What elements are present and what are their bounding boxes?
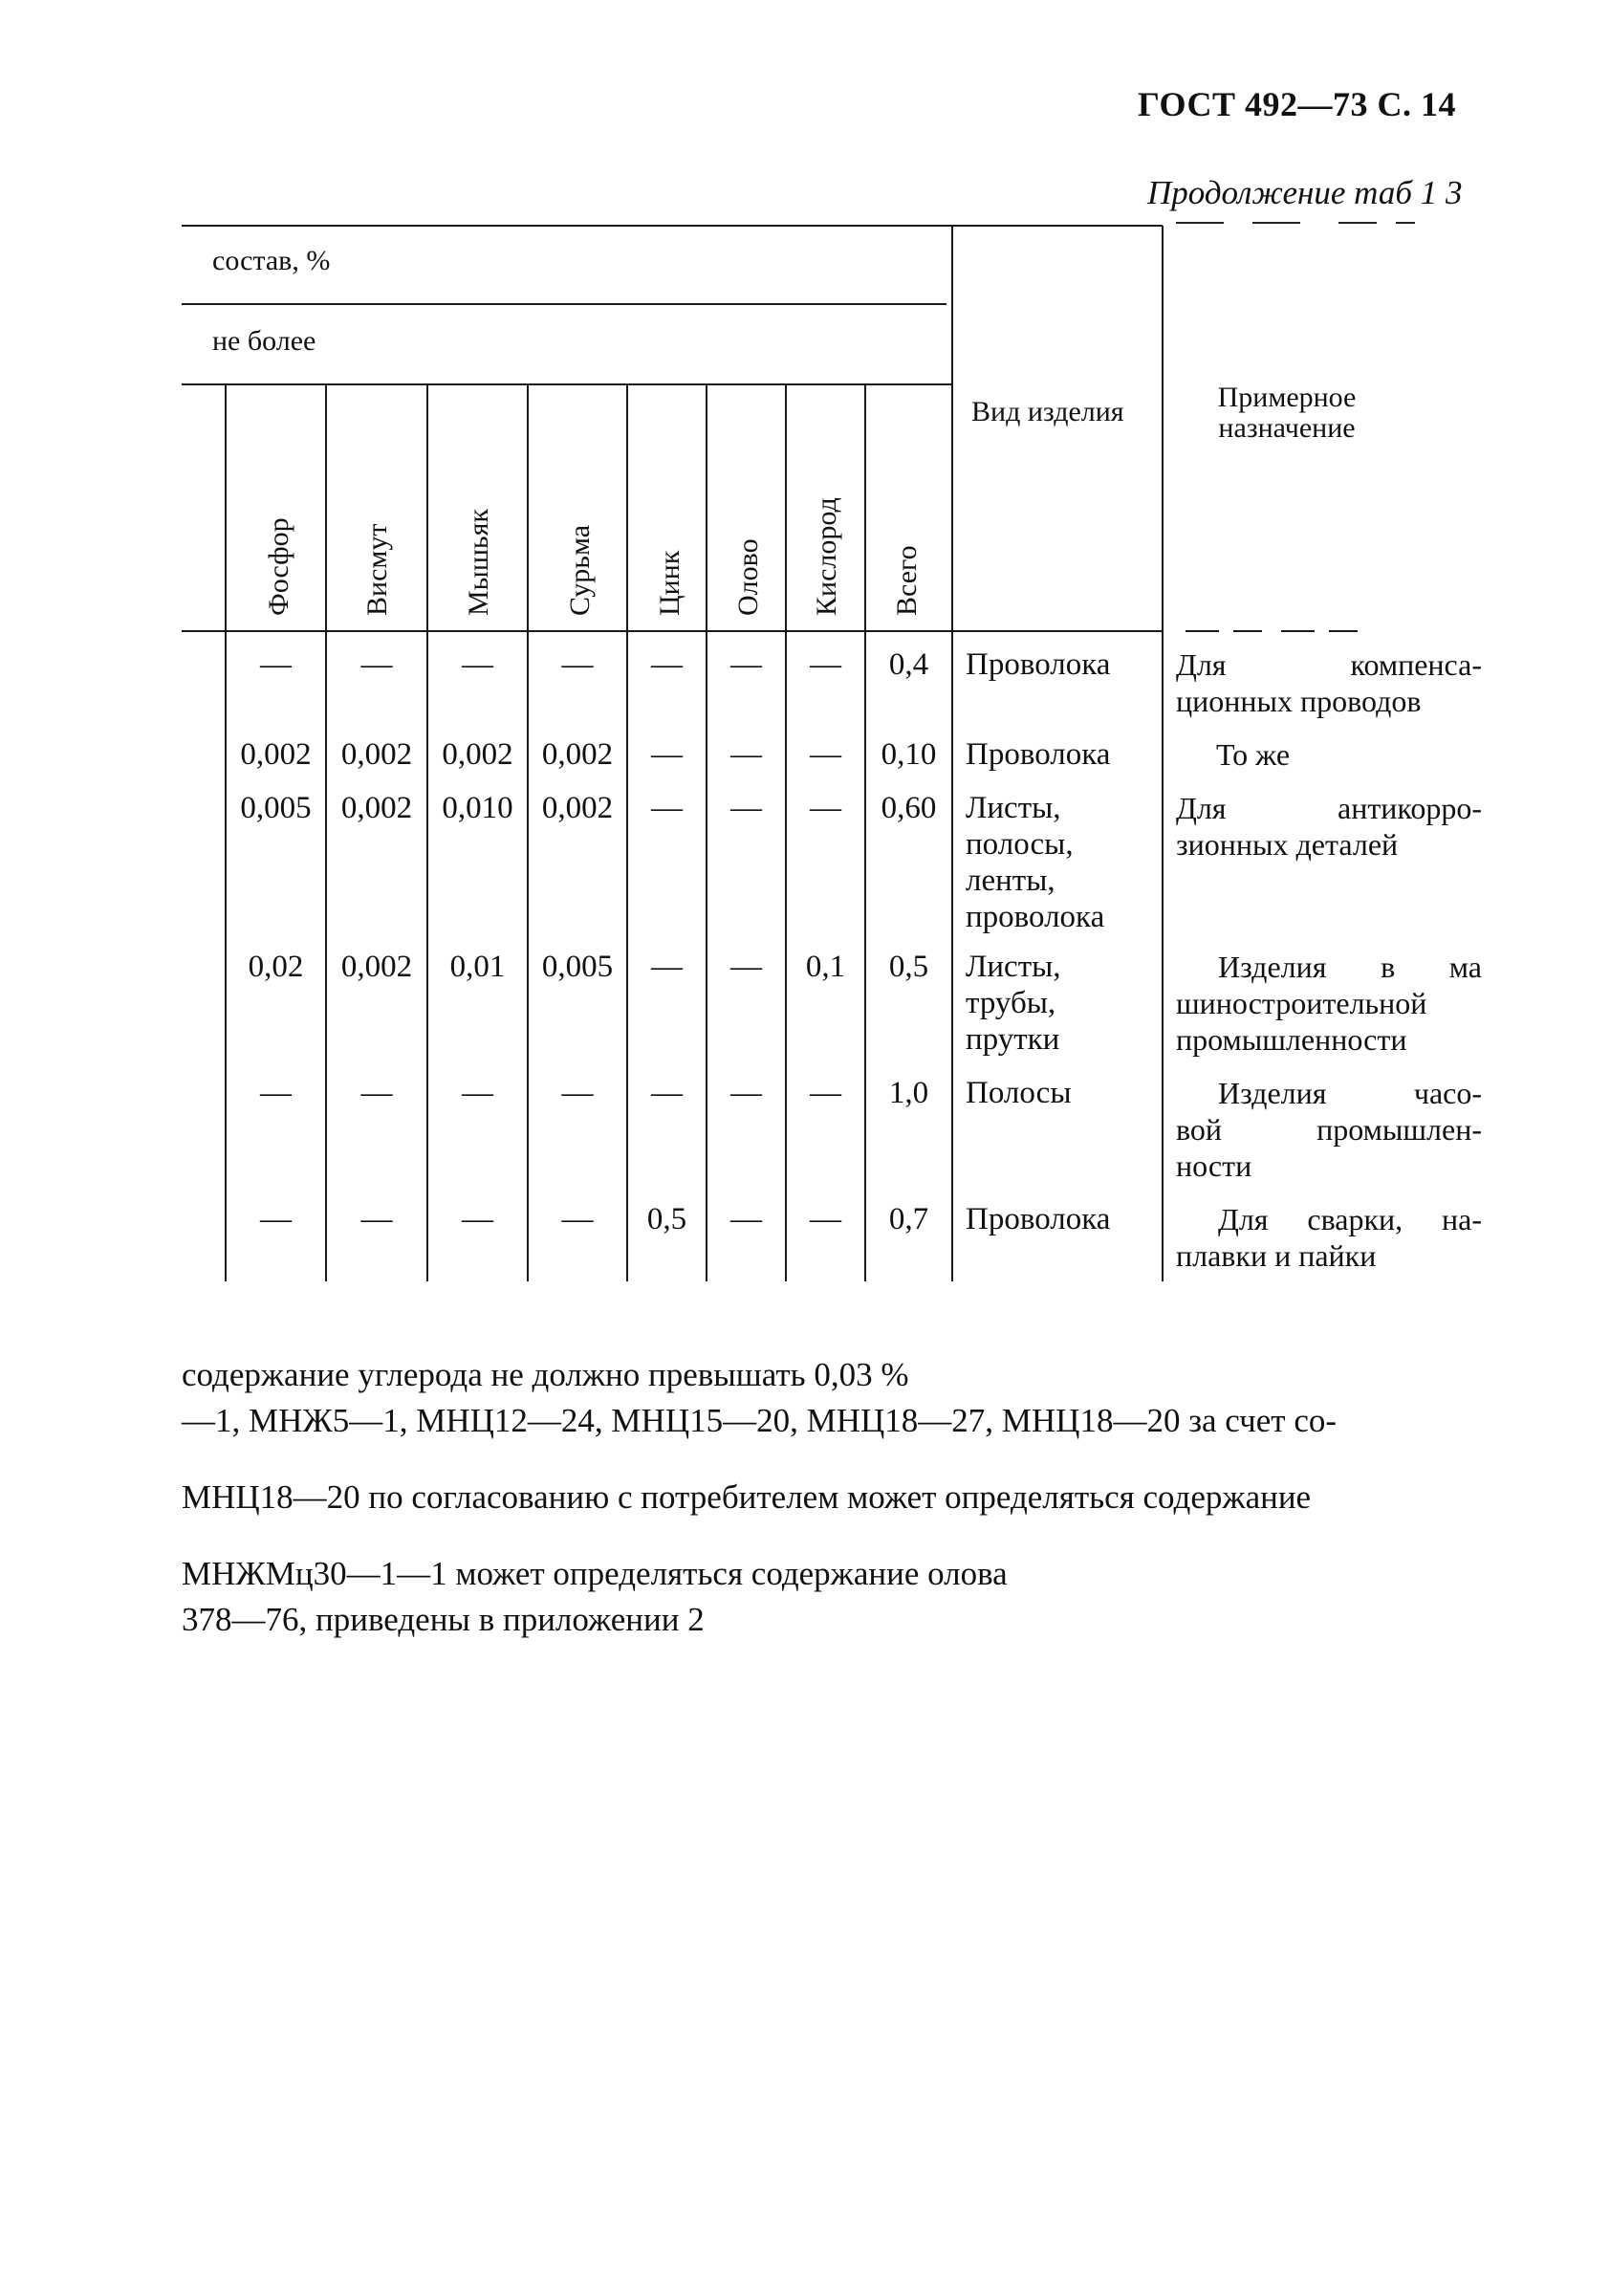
purpose-line: зионных деталей [1176,827,1399,862]
table-cell: 0,01 [449,950,506,984]
table-cell: — [810,791,841,825]
table-cell: — [260,1202,292,1236]
table-cell: 1,0 [888,1076,929,1110]
column-header-oxygen: Кислород [811,497,842,616]
purpose-line: Изделия в ма [1218,950,1482,984]
table-cell: — [462,1076,493,1110]
footnote-line: МНЖМц30—1—1 может определяться содержание олова [182,1555,1008,1592]
product-line: Листы, [966,791,1061,825]
purpose-line: плавки и пайки [1176,1238,1377,1273]
table-cell: — [651,737,683,772]
table-cell: 0,5 [888,950,929,984]
table-cell: — [260,647,292,682]
product-line: проволока [966,900,1105,934]
purpose-cell [1176,790,1482,863]
product-cell [966,1075,1072,1111]
purpose-cell [1176,1201,1482,1274]
purpose-line: ционных проводов [1176,684,1422,718]
product-cell [966,949,1061,1058]
purpose-line: промышленности [1176,1022,1407,1057]
table-cell: — [730,791,762,825]
table-cell: — [360,1202,393,1236]
table-cell: — [810,737,841,772]
table-cell: 0,002 [541,791,614,825]
product-type-header: Вид изделия [971,396,1124,427]
product-line: полосы, [966,827,1074,862]
purpose-cell [1176,1075,1482,1184]
purpose-header [1172,383,1402,444]
table-cell: — [651,647,683,682]
table-cell: — [260,1076,292,1110]
purpose-cell [1216,736,1484,773]
table-cell: — [651,791,683,825]
group-header-composition: состав, % [212,245,331,276]
table-cell: 0,002 [442,737,513,772]
column-header-bismuth: Висмут [361,523,393,616]
table-cell: 0,4 [888,647,929,682]
table-cell: — [561,1076,594,1110]
table-cell: — [360,1076,393,1110]
table-cell: — [810,1076,841,1110]
footnote-line: 378—76, приведены в приложении 2 [182,1601,705,1638]
table-cell: 0,7 [888,1202,929,1236]
purpose-line: вой промышлен- [1176,1112,1482,1147]
footnote-line: МНЦ18—20 по согласованию с потребителем может определяться содержание [182,1478,1312,1516]
footnote-line: —1, МНЖ5—1, МНЦ12—24, МНЦ15—20, МНЦ18—27, МНЦ18—20 за счет со- [182,1402,1338,1439]
product-line: Полосы [966,1076,1072,1110]
table-cell: — [810,1202,841,1236]
product-cell [966,1201,1110,1237]
column-header-zinc: Цинк [654,550,685,616]
table-cell: 0,005 [541,950,614,984]
table-cell: — [561,647,594,682]
table-cell: — [730,1202,762,1236]
column-header-tin: Олово [732,538,764,616]
table-cell: 0,002 [240,737,312,772]
purpose-line: Для сварки, на- [1218,1202,1482,1236]
table-cell: — [651,950,683,984]
table-cell: 0,002 [340,737,413,772]
column-header-phosphorus: Фосфор [263,517,294,616]
purpose-line: Для антикорро- [1176,791,1482,825]
purpose-line: Изделия часо- [1218,1076,1482,1110]
table-cell: — [730,737,762,772]
product-line: Проволока [966,1202,1111,1236]
table-cell: 0,1 [805,950,846,984]
purpose-cell [1176,949,1482,1058]
purpose-line: ности [1176,1148,1252,1183]
product-line: ленты, [966,864,1055,898]
table-cell: — [810,647,841,682]
table-cell: 0,002 [340,950,413,984]
group-header-max: не более [212,325,316,357]
table-cell: — [651,1076,683,1110]
table-cell: 0,002 [340,791,413,825]
table-cell: 0,5 [646,1202,687,1236]
product-line: Листы, [966,950,1061,984]
table-cell: 0,60 [881,791,937,825]
purpose-line: Для компенса- [1176,647,1482,682]
table-caption: Продолжение таб 1 3 [1147,174,1463,211]
footnote-line: содержание углерода не должно превышать 0,03 % [182,1356,909,1393]
column-header-total: Всего [891,545,923,616]
table-cell: — [462,1202,493,1236]
product-line: прутки [966,1022,1060,1057]
purpose-line: шиностроительной [1176,986,1427,1020]
table-cell: 0,10 [881,737,937,772]
table-cell: — [360,647,393,682]
purpose-line: То же [1216,737,1291,772]
table-cell: 0,005 [240,791,312,825]
product-cell [966,790,1104,935]
table-cell: 0,010 [442,791,513,825]
table-cell: — [462,647,493,682]
column-header-antimony: Сурьма [564,524,596,616]
table-cell: — [730,1076,762,1110]
table-cell: 0,002 [541,737,614,772]
table-cell: — [730,647,762,682]
product-cell [966,646,1110,683]
product-line: Проволока [966,647,1111,682]
table-cell: 0,02 [248,950,304,984]
product-cell [966,736,1110,773]
purpose-cell [1176,646,1482,719]
table-cell: — [561,1202,594,1236]
product-line: трубы, [966,986,1056,1020]
purpose-header-text: Примерное назначение [1217,382,1357,444]
table-cell: — [730,950,762,984]
column-header-arsenic: Мышьяк [463,509,494,616]
product-line: Проволока [966,737,1111,772]
page-header: ГОСТ 492—73 С. 14 [1138,85,1456,123]
